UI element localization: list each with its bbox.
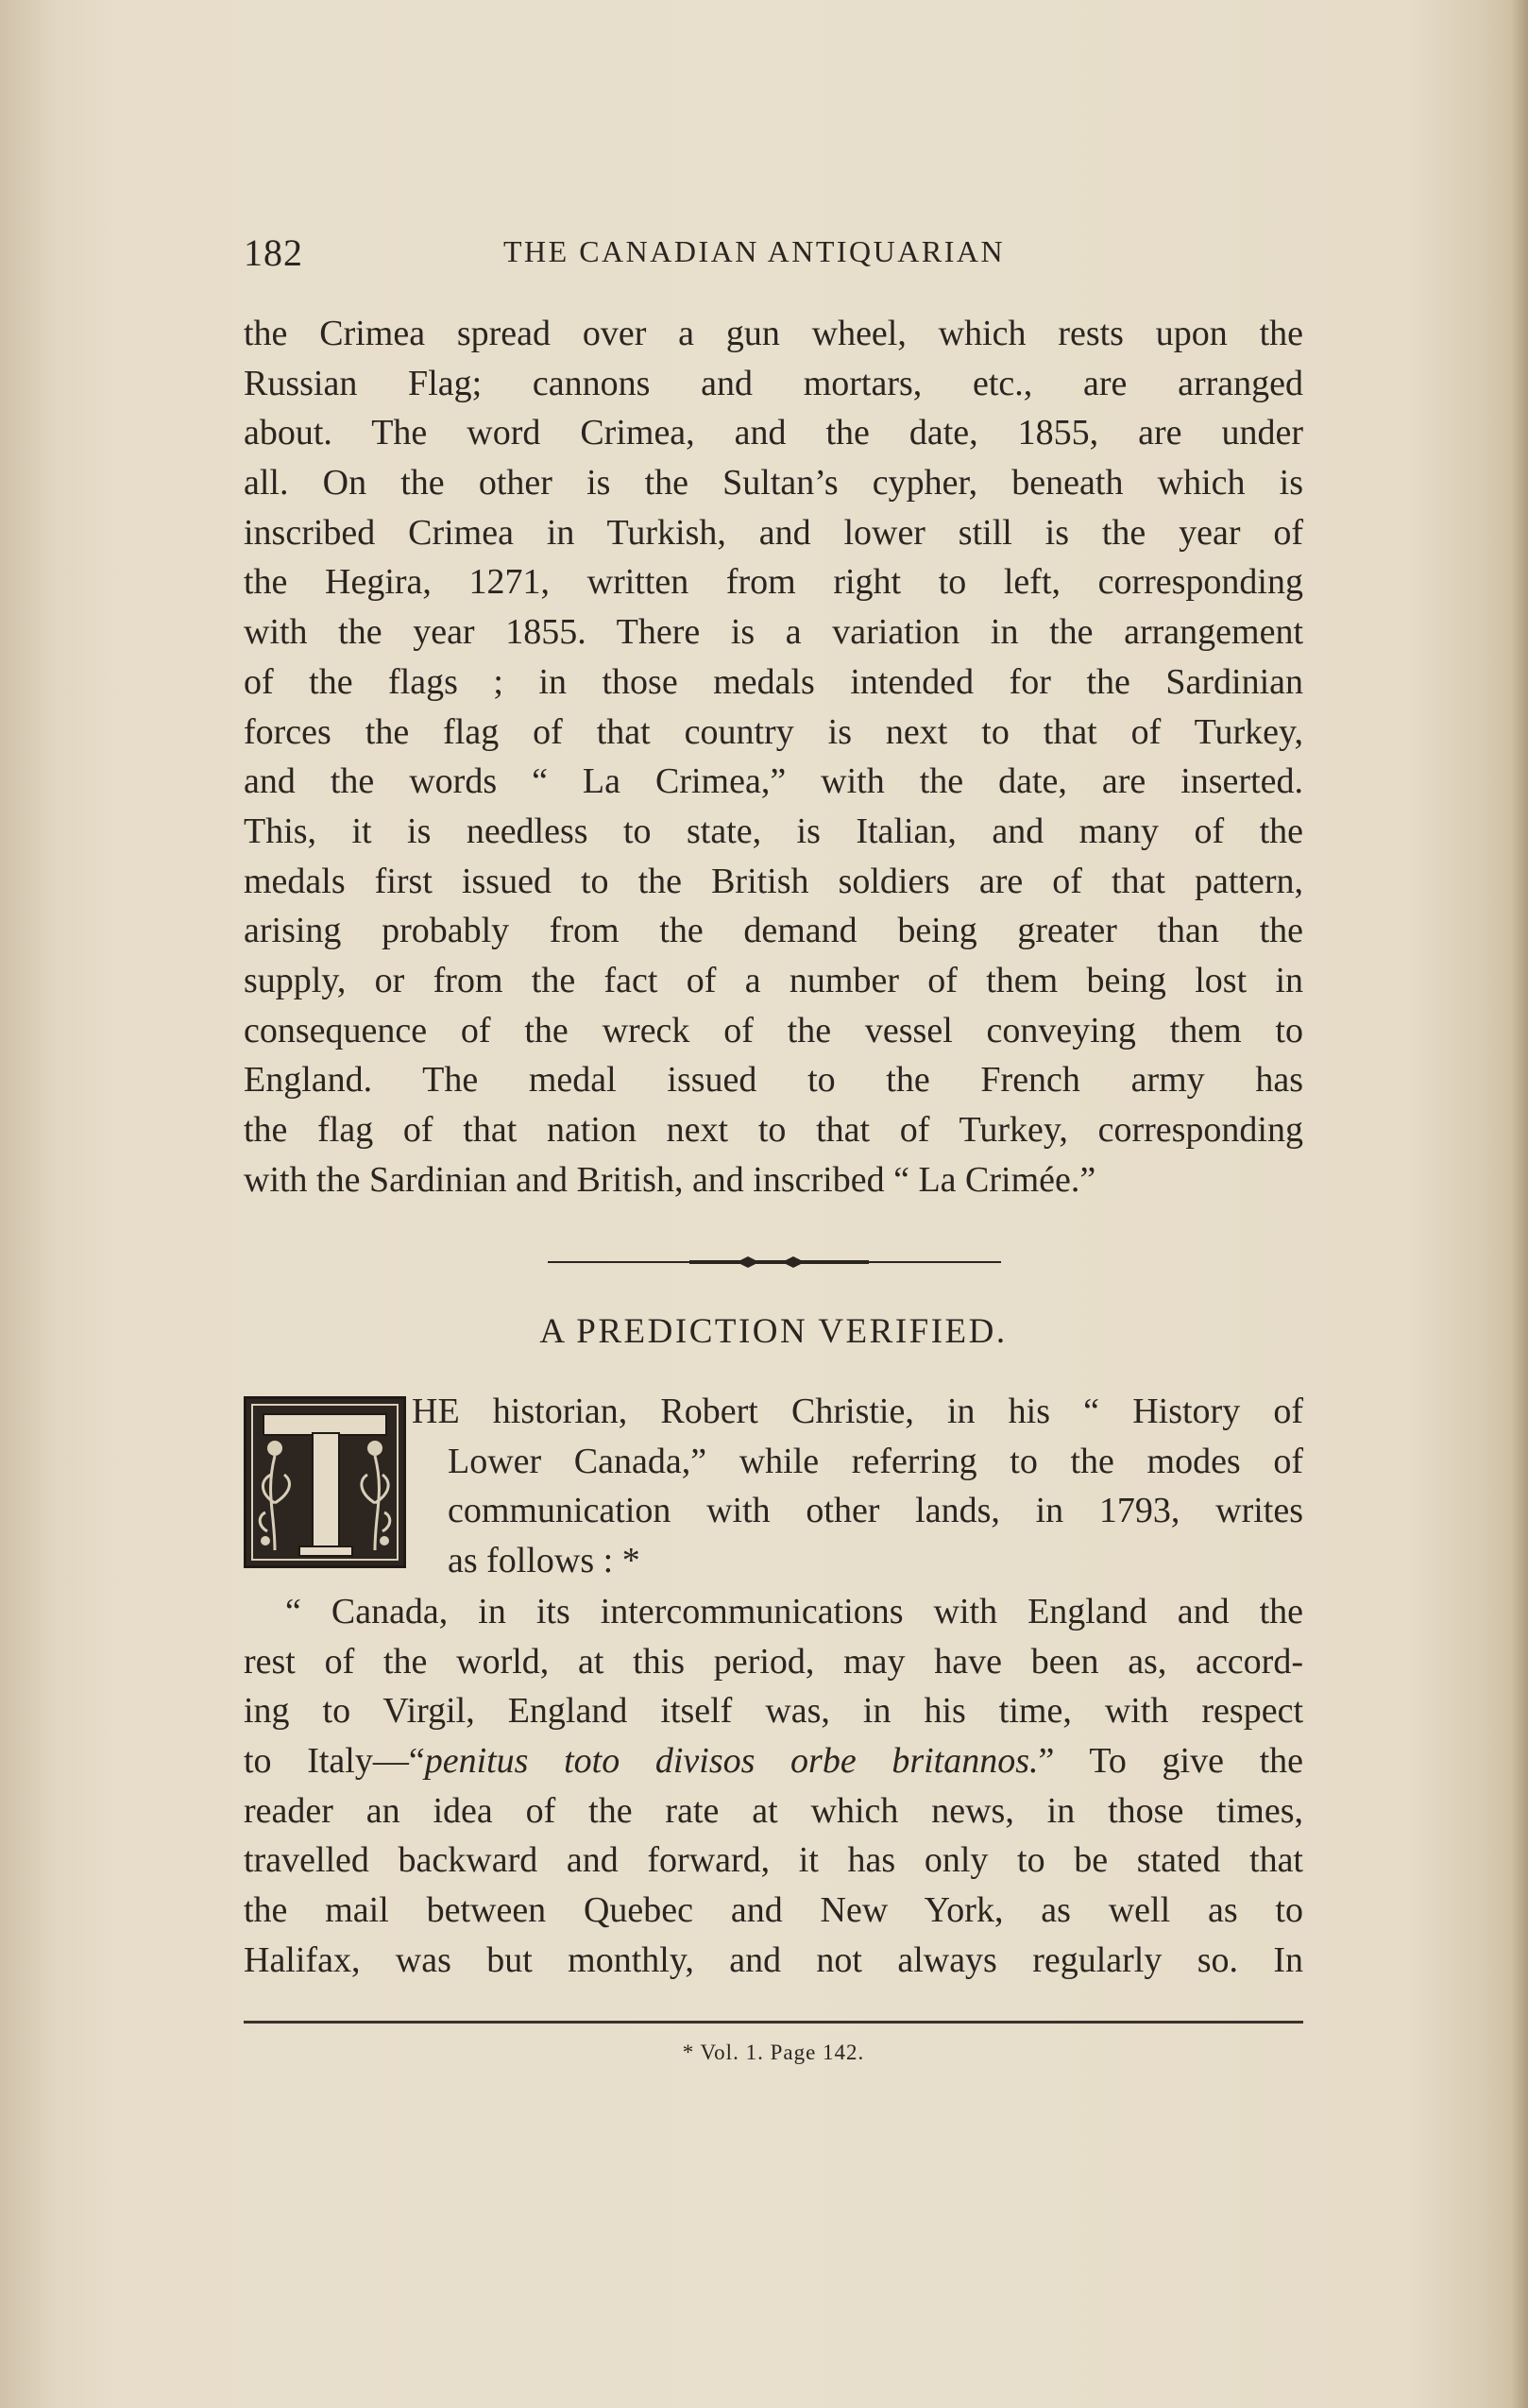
text-line: the mail between Quebec and New York, as well as to [244,1890,1303,1931]
running-head [244,225,1303,282]
text-fragment: to Italy—“ [244,1741,425,1782]
page-fold-shadow [0,0,57,2408]
text-line: with the Sardinian and British, and inscribed “ La Crimée.” [244,1159,1096,1200]
text-line: the Crimea spread over a gun wheel, which rests upon the [244,314,1303,353]
footnote-rule [244,2021,1303,2024]
text-line: inscribed Crimea in Turkish, and lower still is the year of [244,512,1303,553]
text-line: reader an idea of the rate at which news, in those times, [244,1790,1303,1831]
text-line: forces the flag of that country is next to that of Turkey, [244,711,1303,752]
section-intro-lines [412,1387,1303,1586]
text-line: with the year 1855. There is a variation in the arrangement [244,612,1303,653]
floral-initial-t-icon [246,1399,403,1565]
text-line: communication with other lands, in 1793, writes [448,1491,1303,1531]
section-divider-ornament [548,1253,1001,1272]
latin-quotation: penitus toto divisos orbe britannos. [424,1741,1039,1782]
text-line: consequence of the wreck of the vessel conveying them to [244,1010,1303,1050]
text-line: the flag of that nation next to that of Turkey, corresponding [244,1110,1303,1150]
text-line: HE historian, Robert Christie, in his “ History of [412,1392,1303,1431]
text-line: England. The medal issued to the French army has [244,1060,1303,1101]
text-line: as follows : * [448,1541,640,1581]
text-line: rest of the world, at this period, may have been as, accord- [244,1641,1303,1682]
text-fragment: ” To give the [1038,1741,1303,1782]
text-line: arising probably from the demand being greater than the [244,911,1303,951]
text-line: Lower Canada,” while referring to the modes of [448,1441,1303,1481]
journal-title: THE CANADIAN ANTIQUARIAN [503,234,1006,268]
text-line: travelled backward and forward, it has only to be stated that [244,1840,1303,1881]
footnote: * Vol. 1. Page 142. [682,2041,865,2064]
text-line: about. The word Crimea, and the date, 1855, are under [244,413,1303,453]
page-number: 182 [244,231,303,274]
text-line: and the words “ La Crimea,” with the date, are inserted. [244,761,1303,802]
text-line: all. On the other is the Sultan’s cypher, beneath which is [244,463,1303,504]
text-line-with-latin [244,1736,1303,1786]
text-line: This, it is needless to state, is Italian, and many of the [244,811,1303,851]
paragraph-quotation [244,1587,1303,1986]
section-heading: A PREDICTION VERIFIED. [539,1312,1008,1351]
ornamental-drop-cap [244,1396,406,1568]
text-line: supply, or from the fact of a number of them being lost in [244,960,1303,1000]
text-line: medals first issued to the British soldiers are of that pattern, [244,861,1303,901]
text-line: ing to Virgil, England itself was, in his time, with respect [244,1691,1303,1732]
text-line: of the flags ; in those medals intended for the Sardinian [244,661,1303,702]
text-line: Russian Flag; cannons and mortars, etc., are arranged [244,363,1303,403]
paragraph-crimea-medal [244,309,1303,1204]
page-edge-shadow [1511,0,1528,2408]
text-line: the Hegira, 1271, written from right to left, corresponding [244,562,1303,603]
text-line: “ Canada, in its intercommunications with England and the [285,1592,1303,1631]
text-line: Halifax, was but monthly, and not always regularly so. In [244,1939,1303,1980]
